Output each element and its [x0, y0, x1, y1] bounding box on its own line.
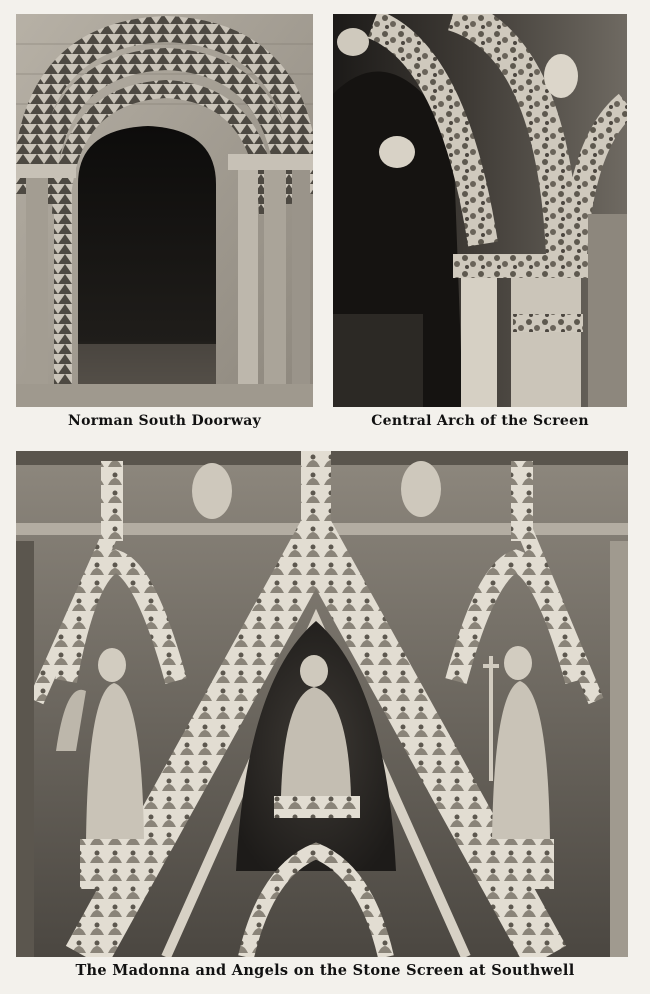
- photo-madonna-and-angels: [16, 451, 628, 957]
- caption-madonna-and-angels: The Madonna and Angels on the Stone Screen at Southwell: [75, 962, 575, 979]
- photo-norman-south-doorway: [16, 14, 313, 407]
- caption-norman-south-doorway: Norman South Doorway: [67, 413, 262, 429]
- caption-central-arch: Central Arch of the Screen: [371, 413, 589, 429]
- photo-central-arch: [333, 14, 627, 407]
